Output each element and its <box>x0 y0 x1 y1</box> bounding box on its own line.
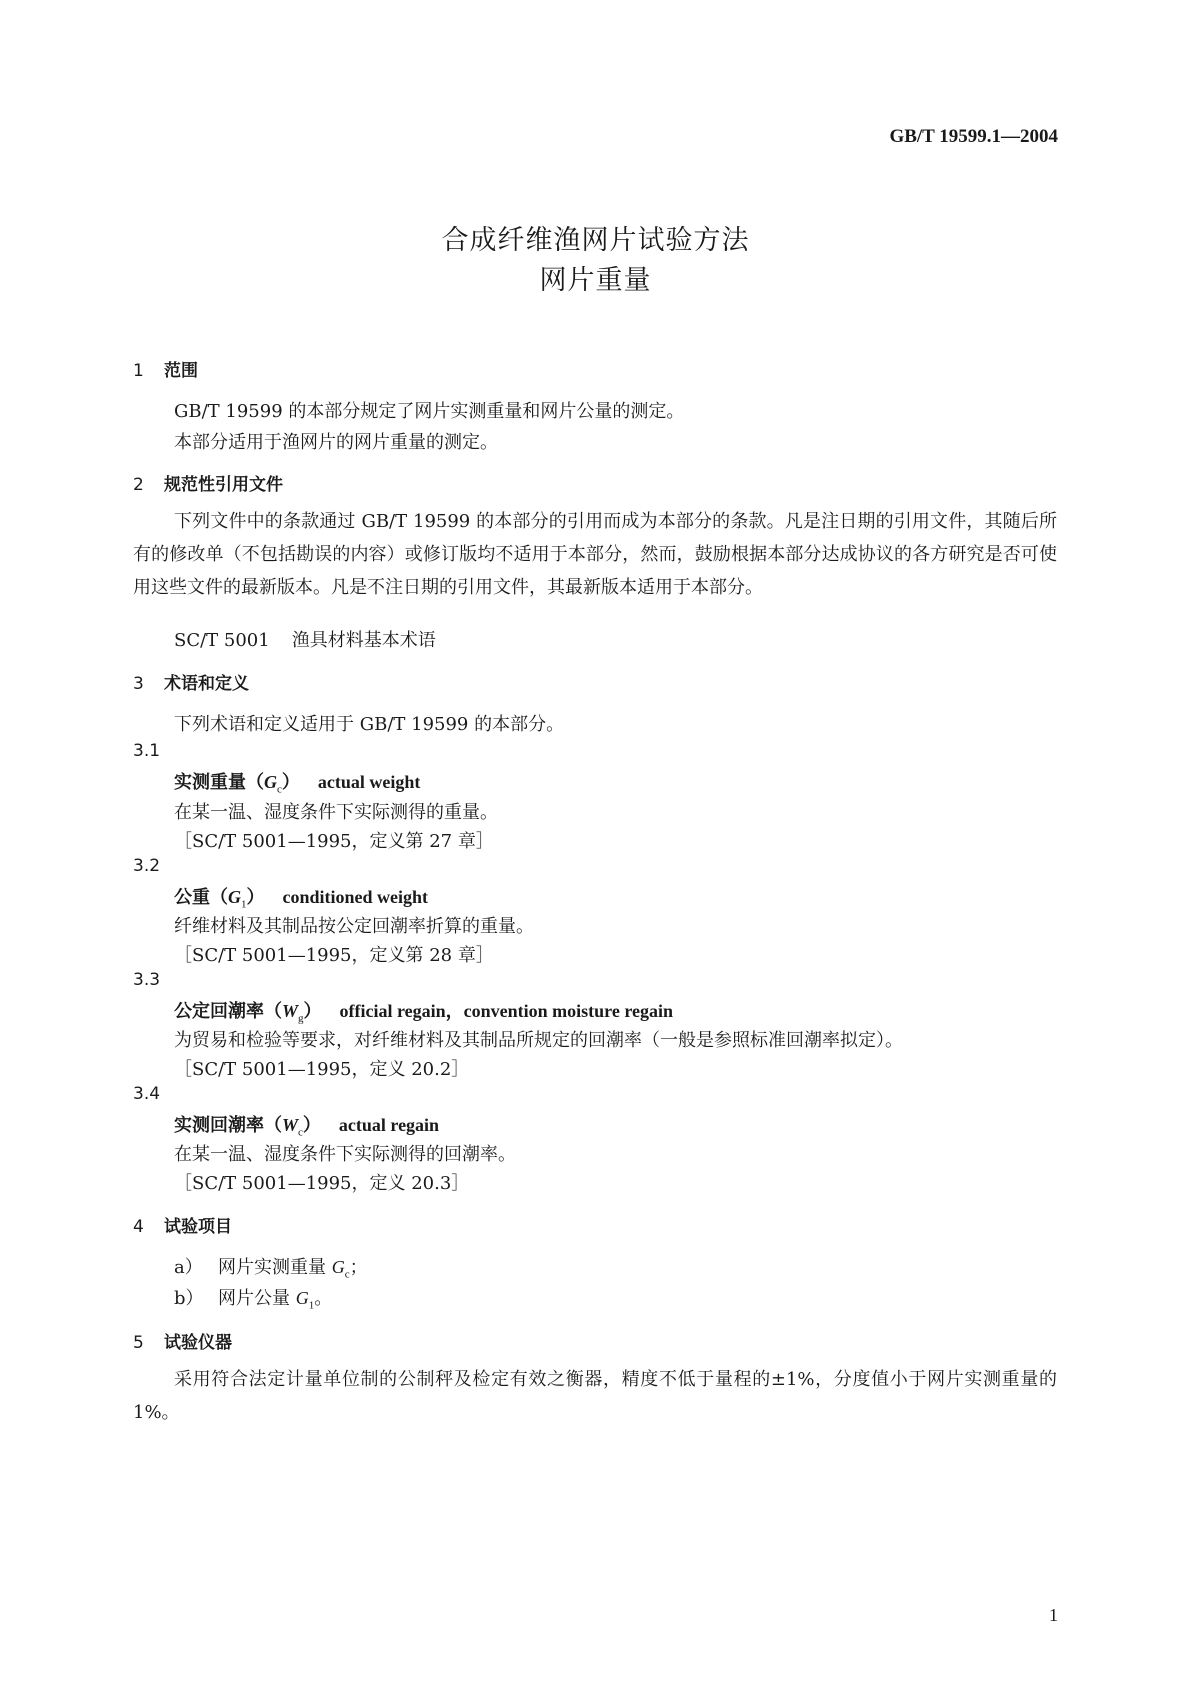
term-entry: 公重$(G_1)$ conditioned weight <box>174 887 429 911</box>
term-number: 3.1 <box>133 741 161 761</box>
section-1-paragraph: GB/T 19599 的本部分规定了网片实测重量和网片公量的测定。 <box>174 401 685 422</box>
term-zh: 实测回潮率 <box>174 1115 264 1136</box>
list-item-text: 网片公量 <box>218 1288 296 1309</box>
standard-code: GB/T 19599.1—2004 <box>889 126 1058 147</box>
term-en: conditioned weight <box>282 887 429 907</box>
reference-code: SC/T 5001 <box>174 630 270 651</box>
term-symbol: G <box>228 887 241 907</box>
section-1-heading <box>133 356 198 381</box>
term-source: ［SC/T 5001—1995，定义第 28 章］ <box>174 945 494 966</box>
section-number: 2 <box>133 475 144 495</box>
reference-title: 渔具材料基本术语 <box>291 630 436 651</box>
section-3-heading <box>133 669 249 694</box>
term-en: actual weight <box>317 772 421 792</box>
term-number: 3.2 <box>133 856 161 876</box>
section-title: 规范性引用文件 <box>164 475 283 495</box>
term-definition: 纤维材料及其制品按公定回潮率折算的重量。 <box>174 916 534 937</box>
list-item-symbol: G <box>331 1257 345 1277</box>
term-number: 3.4 <box>133 1084 161 1104</box>
term-symbol-subscript: g <box>298 1012 304 1025</box>
term-symbol: W <box>282 1001 299 1021</box>
list-item <box>174 1253 368 1281</box>
section-title: 范围 <box>164 361 198 381</box>
section-number: 4 <box>133 1217 144 1237</box>
section-3-intro: 下列术语和定义适用于 GB/T 19599 的本部分。 <box>174 714 565 735</box>
term-definition: 为贸易和检验等要求，对纤维材料及其制品所规定的回潮率（一般是参照标准回潮率拟定）。 <box>174 1030 903 1051</box>
section-5-heading <box>133 1328 232 1353</box>
term-definition: 在某一温、湿度条件下实际测得的回潮率。 <box>174 1144 516 1165</box>
term-entry: 实测回潮率$(W_c)$ actual regain <box>174 1115 440 1139</box>
document-title: 合成纤维渔网片试验方法 <box>441 225 750 256</box>
list-item-end: 。 <box>314 1288 333 1309</box>
term-symbol: G <box>264 772 277 792</box>
section-number: 1 <box>133 361 144 381</box>
section-2-body: 下列文件中的条款通过 GB/T 19599 的本部分的引用而成为本部分的条款。凡是注日期的引用文件，其随后所有的修改单（不包括勘误的内容）或修订版均不适用于本部分，然而，鼓励根据本部分达成协议的各方研究是否可使用这些文件的最新版本。凡是不注日期的引用文件，其最新版本适用于本部分。 <box>133 511 1057 598</box>
list-item-label: b） <box>174 1288 204 1309</box>
page-number: 1 <box>1049 1605 1058 1625</box>
list-item-text: 网片实测重量 <box>218 1257 332 1278</box>
term-symbol-subscript: 1 <box>241 898 247 911</box>
term-definition: 在某一温、湿度条件下实际测得的重量。 <box>174 802 498 823</box>
term-source: ［SC/T 5001—1995，定义 20.2］ <box>174 1059 470 1080</box>
section-4-heading <box>133 1212 232 1237</box>
section-title: 术语和定义 <box>164 674 249 694</box>
term-zh: 公重 <box>174 887 210 908</box>
section-2-heading <box>133 470 283 495</box>
section-title: 试验项目 <box>164 1217 232 1237</box>
section-1-paragraph: 本部分适用于渔网片的网片重量的测定。 <box>174 432 498 453</box>
section-5-body: 采用符合法定计量单位制的公制秤及检定有效之衡器，精度不低于量程的±1%，分度值小于网片实测重量的 1%。 <box>133 1369 1057 1423</box>
term-entry: 公定回潮率$(W_g)$ official regain，convention moisture regain <box>174 1001 673 1025</box>
section-title: 试验仪器 <box>164 1333 232 1353</box>
term-symbol-subscript: c <box>298 1126 303 1139</box>
term-entry: 实测重量$(G_c)$ actual weight <box>174 772 421 796</box>
term-symbol-subscript: c <box>277 783 282 796</box>
term-number: 3.3 <box>133 970 161 990</box>
term-en: actual regain <box>338 1115 440 1135</box>
term-source: ［SC/T 5001—1995，定义 20.3］ <box>174 1173 470 1194</box>
list-item-subscript: 1 <box>308 1299 315 1312</box>
document-subtitle: 网片重量 <box>539 265 652 296</box>
list-item-subscript: c <box>344 1268 350 1281</box>
term-symbol: W <box>282 1115 299 1135</box>
list-item <box>174 1284 332 1312</box>
term-en: official regain，convention moisture regain <box>339 1001 673 1021</box>
list-item-label: a） <box>174 1257 203 1278</box>
list-item-symbol: G <box>295 1288 309 1308</box>
list-item-end: ； <box>349 1257 368 1278</box>
normative-reference <box>174 626 436 652</box>
section-number: 5 <box>133 1333 144 1353</box>
term-zh: 公定回潮率 <box>174 1001 264 1022</box>
term-zh: 实测重量 <box>174 772 246 793</box>
term-source: ［SC/T 5001—1995，定义第 27 章］ <box>174 831 494 852</box>
section-number: 3 <box>133 674 144 694</box>
